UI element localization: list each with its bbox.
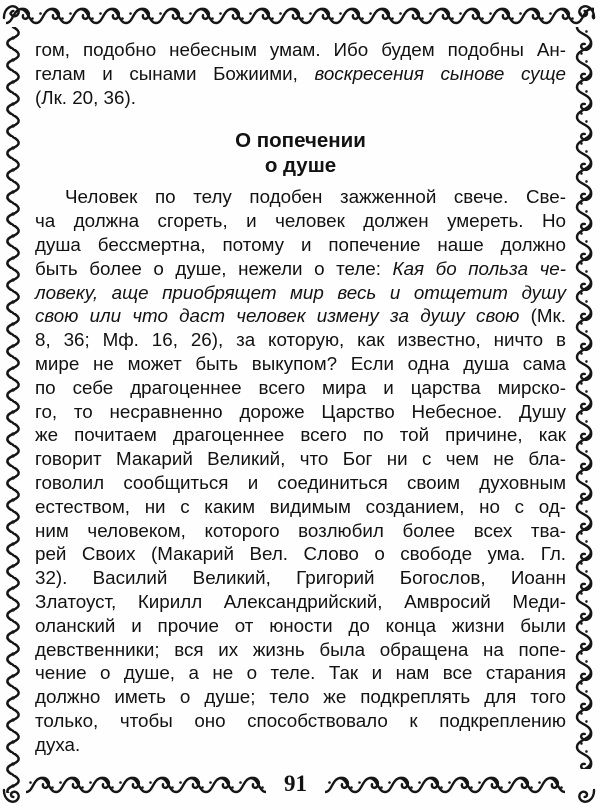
page-content — [35, 38, 566, 757]
left-border-ornament-icon — [4, 27, 22, 793]
heading-line-1: О попечении — [235, 129, 366, 153]
section-heading — [35, 128, 566, 178]
corner-flourish-icon — [2, 2, 20, 20]
page-number: 91 — [284, 771, 307, 796]
paragraph-body: Человек по телу подобен зажженной свече. Све- ча должна сгореть, и человек должен умереть. Но душа бессмертна, потому и попечение наше должно быть более о душе, нежели о теле: Кая бо польза че- ловеку, аще приобрящет мир весь и отщетит душу свою или что даст человек измену за душу свою (Мк. 8, 36; Мф. 16, 26), за которую, как известно, ничто в мире не может быть выкупом? Если одна душа сама по себе драгоценнее всего мира и царства мирско- го, то несравненно дороже Царство Небесное. Душу же почитаем драгоценнее всего по той причине, как говорит Макарий Великий, что Бог ни с чем не бла- говолил сообщиться и соединиться своим духовным естеством, ни с каким видимым созданием, но с од- ним человеком, которого возлюбил более всех тва- рей Своих (Макарий Вел. Слово о свободе ума. Гл. 32). Василий Великий, Григорий Богослов, Иоанн Златоуст, Кирилл Александрийский, Амвросий Меди- оланский и прочие от юности до конца жизни были девственники; вся их жизнь была обращена на попе- чение о душе, а не о теле. Так и нам все старания должно иметь о душе; тело же подкреплять для того только, чтобы оно способствовало к подкреплению духа. — [35, 186, 566, 755]
paragraph-continuation: гом, подобно небесным умам. Ибо будем подобны Ан- гелам и сынами Божиими, воскресения сынове суще (Лк. 20, 36). — [35, 39, 566, 108]
top-border-ornament-icon — [6, 4, 594, 28]
heading-line-2: о душе — [264, 154, 337, 178]
corner-flourish-icon — [2, 788, 20, 806]
corner-flourish-icon — [578, 788, 596, 806]
corner-flourish-icon — [578, 2, 596, 20]
right-border-ornament-icon — [572, 27, 596, 769]
bottom-border-right-ornament-icon — [325, 773, 565, 795]
bottom-border — [26, 770, 574, 798]
bottom-border-left-ornament-icon — [26, 773, 266, 795]
